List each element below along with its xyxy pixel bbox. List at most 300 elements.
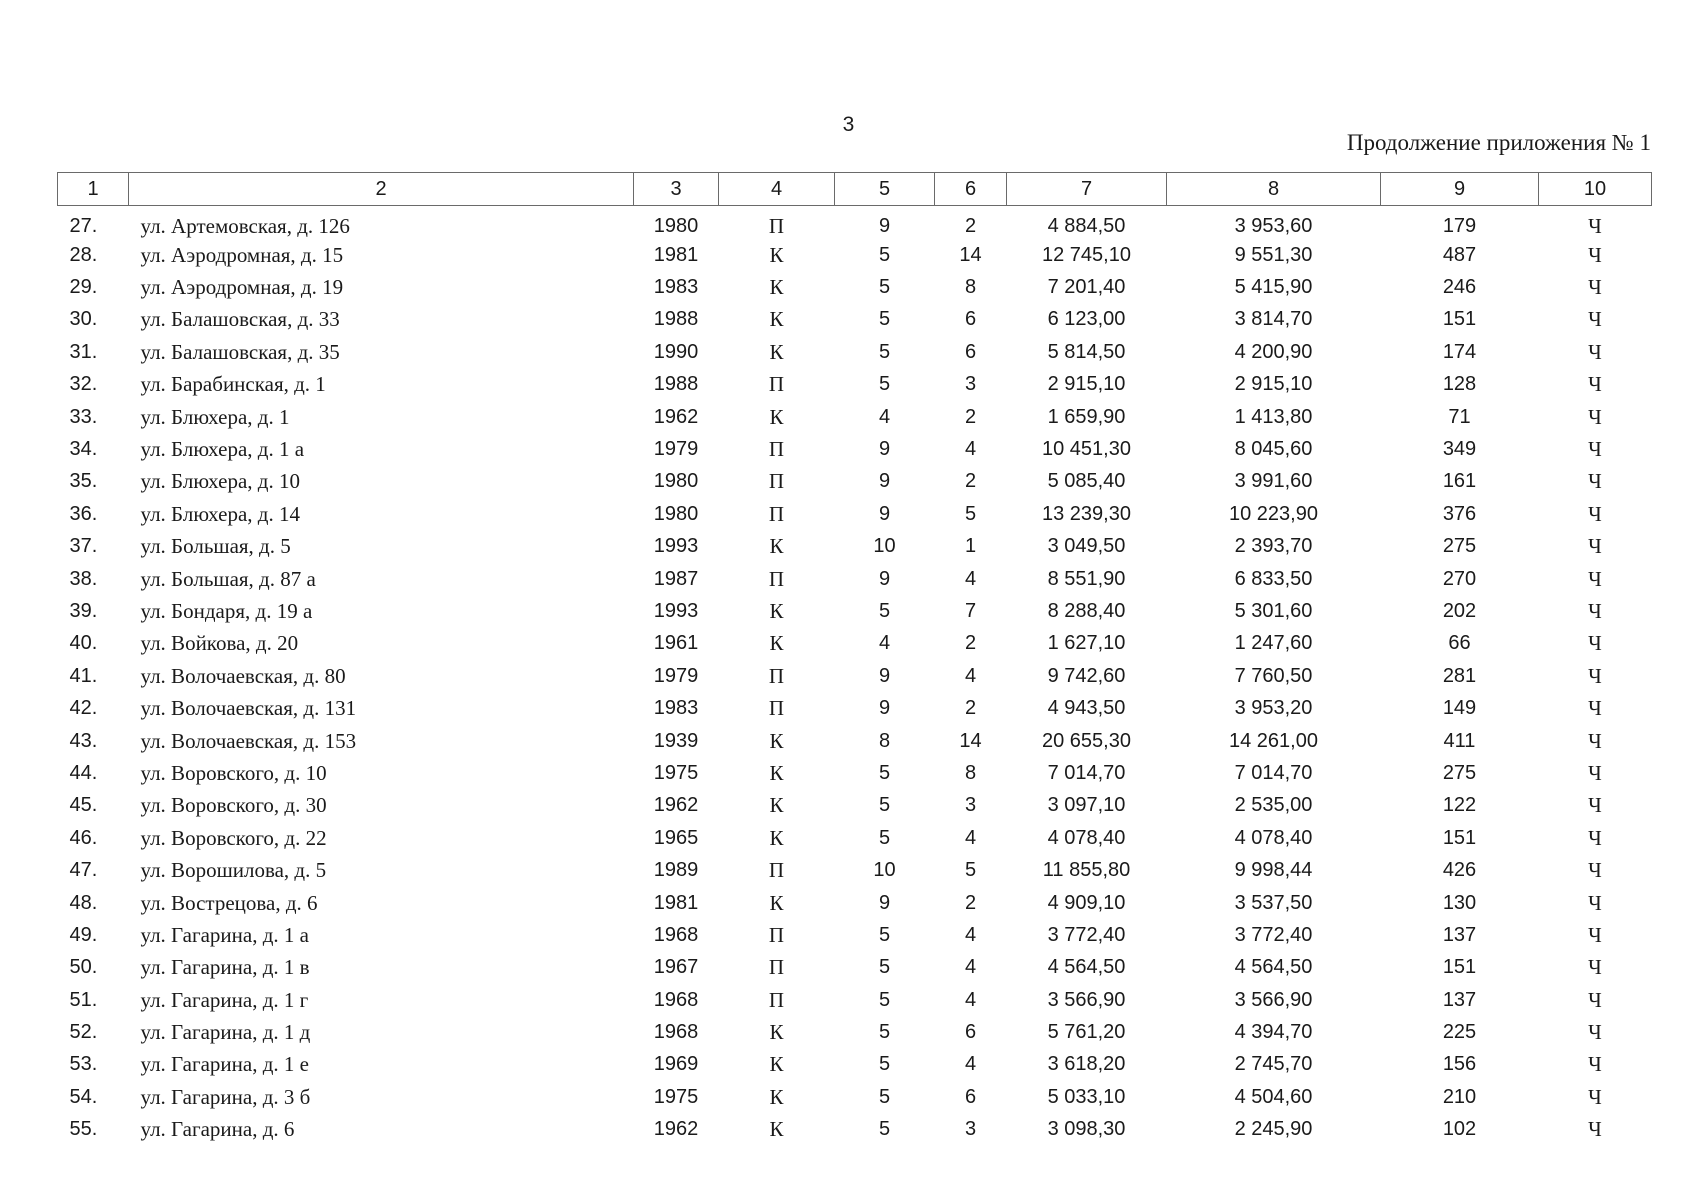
cell-floors: 9: [878, 567, 891, 590]
cell-wall-material: К: [769, 307, 784, 332]
cell-row-number: 32.: [69, 373, 98, 396]
cell-ownership: Ч: [1588, 242, 1602, 267]
cell-row-number: 29.: [69, 276, 98, 299]
cell-build-year: 1988: [653, 308, 699, 331]
cell-total-area: 3 049,50: [1047, 535, 1126, 558]
cell-entrances: 2: [964, 891, 977, 914]
cell-address: ул. Воровского, д. 30: [140, 793, 327, 818]
cell-address: ул. Волочаевская, д. 80: [140, 663, 346, 688]
table-body: [58, 206, 1652, 1146]
cell-wall-material: П: [768, 501, 785, 526]
cell-ownership: Ч: [1588, 1052, 1602, 1077]
cell-wall-material: К: [769, 728, 784, 753]
cell-address: ул. Волочаевская, д. 131: [140, 696, 357, 721]
cell-living-area: 3 953,60: [1234, 215, 1313, 237]
cell-floors: 5: [878, 1053, 891, 1076]
cell-ownership: Ч: [1588, 728, 1602, 753]
table-row: [58, 369, 1652, 401]
cell-ownership: Ч: [1588, 501, 1602, 526]
cell-build-year: 1975: [653, 1085, 699, 1108]
cell-residents: 137: [1442, 923, 1477, 946]
cell-row-number: 54.: [69, 1085, 98, 1108]
cell-build-year: 1979: [653, 664, 699, 687]
cell-address: ул. Вострецова, д. 6: [140, 890, 318, 915]
cell-wall-material: К: [769, 825, 784, 850]
column-header: 9: [1381, 173, 1539, 206]
cell-row-number: 27.: [69, 215, 98, 237]
cell-ownership: Ч: [1588, 437, 1602, 462]
cell-living-area: 3 772,40: [1234, 923, 1313, 946]
cell-row-number: 36.: [69, 502, 98, 525]
cell-entrances: 2: [964, 470, 977, 493]
cell-build-year: 1981: [653, 243, 699, 266]
cell-wall-material: К: [769, 242, 784, 267]
cell-build-year: 1968: [653, 1021, 699, 1044]
cell-total-area: 13 239,30: [1042, 502, 1131, 525]
cell-entrances: 8: [964, 761, 977, 784]
cell-ownership: Ч: [1588, 469, 1602, 494]
column-header: 1: [58, 173, 129, 206]
table-row: [58, 498, 1652, 530]
cell-living-area: 7 014,70: [1234, 761, 1313, 784]
cell-entrances: 1: [964, 535, 977, 558]
cell-entrances: 4: [964, 664, 977, 687]
cell-entrances: 7: [964, 599, 977, 622]
cell-floors: 9: [878, 664, 891, 687]
table-row: [58, 433, 1652, 465]
cell-residents: 156: [1442, 1053, 1477, 1076]
cell-total-area: 5 814,50: [1047, 340, 1126, 363]
cell-wall-material: П: [768, 566, 785, 591]
cell-wall-material: П: [768, 987, 785, 1012]
cell-total-area: 10 451,30: [1042, 438, 1131, 461]
cell-address: ул. Балашовская, д. 35: [140, 339, 340, 364]
cell-total-area: 1 659,90: [1047, 405, 1126, 428]
cell-living-area: 3 953,20: [1234, 697, 1313, 720]
cell-ownership: Ч: [1588, 372, 1602, 397]
cell-residents: 174: [1442, 340, 1477, 363]
cell-address: ул. Аэродромная, д. 19: [140, 275, 344, 300]
cell-row-number: 43.: [69, 729, 98, 752]
cell-living-area: 4 394,70: [1234, 1021, 1313, 1044]
cell-build-year: 1939: [653, 729, 699, 752]
table-row: [58, 206, 1652, 240]
cell-address: ул. Блюхера, д. 10: [140, 469, 300, 494]
column-header: 3: [634, 173, 719, 206]
cell-wall-material: П: [768, 922, 785, 947]
cell-build-year: 1979: [653, 438, 699, 461]
cell-total-area: 8 288,40: [1047, 599, 1126, 622]
cell-living-area: 3 566,90: [1234, 988, 1313, 1011]
cell-address: ул. Большая, д. 87 а: [140, 566, 316, 591]
cell-residents: 270: [1442, 567, 1477, 590]
column-header: 4: [719, 173, 835, 206]
cell-total-area: 4 943,50: [1047, 697, 1126, 720]
cell-living-area: 4 504,60: [1234, 1085, 1313, 1108]
cell-address: ул. Балашовская, д. 33: [140, 307, 340, 332]
cell-ownership: Ч: [1588, 339, 1602, 364]
page-number: 3: [842, 113, 855, 136]
cell-living-area: 10 223,90: [1229, 502, 1318, 525]
cell-ownership: Ч: [1588, 404, 1602, 429]
table-row: [58, 952, 1652, 984]
cell-row-number: 39.: [69, 599, 98, 622]
cell-floors: 8: [878, 729, 891, 752]
cell-living-area: 3 537,50: [1234, 891, 1313, 914]
cell-living-area: 2 393,70: [1234, 535, 1313, 558]
table-row: [58, 1016, 1652, 1048]
cell-wall-material: К: [769, 534, 784, 559]
cell-total-area: 9 742,60: [1047, 664, 1126, 687]
cell-living-area: 9 998,44: [1234, 859, 1313, 882]
cell-living-area: 3 991,60: [1234, 470, 1313, 493]
table-row: [58, 757, 1652, 789]
cell-address: ул. Блюхера, д. 1 а: [140, 437, 305, 462]
cell-build-year: 1993: [653, 599, 699, 622]
cell-ownership: Ч: [1588, 566, 1602, 591]
cell-build-year: 1975: [653, 761, 699, 784]
cell-residents: 151: [1442, 956, 1477, 979]
cell-ownership: Ч: [1588, 275, 1602, 300]
column-header: 6: [935, 173, 1007, 206]
cell-residents: 281: [1442, 664, 1477, 687]
cell-total-area: 12 745,10: [1042, 243, 1131, 266]
cell-living-area: 2 245,90: [1234, 1118, 1313, 1141]
cell-floors: 5: [878, 1118, 891, 1141]
cell-entrances: 3: [964, 373, 977, 396]
table-row: [58, 919, 1652, 951]
cell-floors: 5: [878, 599, 891, 622]
cell-residents: 151: [1442, 308, 1477, 331]
cell-wall-material: К: [769, 1117, 784, 1142]
cell-ownership: Ч: [1588, 1117, 1602, 1142]
cell-address: ул. Барабинская, д. 1: [140, 372, 326, 397]
cell-entrances: 2: [964, 215, 977, 237]
cell-row-number: 33.: [69, 405, 98, 428]
cell-residents: 202: [1442, 599, 1477, 622]
cell-ownership: Ч: [1588, 825, 1602, 850]
cell-address: ул. Гагарина, д. 6: [140, 1117, 295, 1142]
cell-entrances: 6: [964, 308, 977, 331]
cell-residents: 411: [1443, 729, 1476, 752]
table-row: [58, 628, 1652, 660]
cell-floors: 9: [878, 470, 891, 493]
cell-total-area: 5 761,20: [1047, 1021, 1126, 1044]
cell-ownership: Ч: [1588, 760, 1602, 785]
cell-wall-material: К: [769, 631, 784, 656]
cell-entrances: 8: [964, 276, 977, 299]
cell-build-year: 1989: [653, 859, 699, 882]
cell-address: ул. Ворошилова, д. 5: [140, 858, 327, 883]
cell-wall-material: П: [768, 696, 785, 721]
cell-total-area: 3 098,30: [1047, 1118, 1126, 1141]
cell-floors: 5: [878, 956, 891, 979]
cell-wall-material: К: [769, 275, 784, 300]
cell-wall-material: К: [769, 1020, 784, 1045]
cell-build-year: 1988: [653, 373, 699, 396]
cell-entrances: 4: [964, 567, 977, 590]
cell-entrances: 4: [964, 923, 977, 946]
cell-address: ул. Гагарина, д. 1 г: [140, 987, 309, 1012]
cell-row-number: 35.: [69, 470, 98, 493]
cell-living-area: 5 301,60: [1234, 599, 1313, 622]
cell-total-area: 4 078,40: [1047, 826, 1126, 849]
cell-floors: 5: [878, 340, 891, 363]
cell-living-area: 1 247,60: [1234, 632, 1313, 655]
appendix-title: Продолжение приложения № 1: [1346, 130, 1651, 155]
cell-residents: 275: [1442, 761, 1477, 784]
cell-ownership: Ч: [1588, 858, 1602, 883]
cell-wall-material: К: [769, 339, 784, 364]
cell-residents: 102: [1442, 1118, 1477, 1141]
cell-total-area: 3 566,90: [1047, 988, 1126, 1011]
cell-address: ул. Гагарина, д. 1 е: [140, 1052, 309, 1077]
cell-ownership: Ч: [1588, 1020, 1602, 1045]
cell-build-year: 1987: [653, 567, 699, 590]
cell-floors: 5: [878, 794, 891, 817]
cell-build-year: 1980: [653, 502, 699, 525]
cell-residents: 179: [1442, 215, 1477, 237]
cell-build-year: 1981: [653, 891, 699, 914]
cell-address: ул. Войкова, д. 20: [140, 631, 299, 656]
column-header: 10: [1539, 173, 1652, 206]
cell-ownership: Ч: [1588, 307, 1602, 332]
table-row: [58, 854, 1652, 886]
cell-residents: 210: [1442, 1085, 1477, 1108]
cell-floors: 10: [873, 859, 896, 882]
cell-wall-material: П: [768, 469, 785, 494]
cell-ownership: Ч: [1588, 534, 1602, 559]
cell-row-number: 30.: [69, 308, 98, 331]
cell-total-area: 7 014,70: [1047, 761, 1126, 784]
cell-address: ул. Гагарина, д. 1 а: [140, 922, 309, 947]
cell-entrances: 2: [964, 632, 977, 655]
cell-wall-material: П: [768, 858, 785, 883]
cell-living-area: 2 915,10: [1234, 373, 1313, 396]
cell-total-area: 2 915,10: [1047, 373, 1126, 396]
cell-address: ул. Гагарина, д. 1 д: [140, 1020, 311, 1045]
cell-wall-material: П: [768, 372, 785, 397]
cell-build-year: 1980: [653, 215, 699, 237]
cell-floors: 5: [878, 308, 891, 331]
cell-build-year: 1983: [653, 697, 699, 720]
cell-row-number: 41.: [69, 664, 98, 687]
cell-residents: 149: [1442, 697, 1477, 720]
cell-residents: 71: [1448, 405, 1471, 428]
cell-floors: 10: [873, 535, 896, 558]
cell-address: ул. Бондаря, д. 19 а: [140, 598, 313, 623]
cell-ownership: Ч: [1588, 793, 1602, 818]
cell-entrances: 2: [964, 697, 977, 720]
cell-floors: 9: [878, 438, 891, 461]
cell-address: ул. Гагарина, д. 3 б: [140, 1084, 311, 1109]
cell-floors: 5: [878, 826, 891, 849]
table-row: [58, 401, 1652, 433]
cell-living-area: 9 551,30: [1234, 243, 1313, 266]
cell-floors: 9: [878, 502, 891, 525]
cell-floors: 5: [878, 1085, 891, 1108]
cell-row-number: 53.: [69, 1053, 98, 1076]
cell-build-year: 1962: [653, 405, 699, 428]
table-row: [58, 1049, 1652, 1081]
cell-build-year: 1983: [653, 276, 699, 299]
cell-entrances: 5: [964, 859, 977, 882]
cell-entrances: 14: [959, 243, 982, 266]
table-row: [58, 1114, 1652, 1146]
column-header: 2: [129, 173, 634, 206]
cell-row-number: 51.: [69, 988, 98, 1011]
column-header: 7: [1007, 173, 1167, 206]
table-row: [58, 790, 1652, 822]
cell-address: ул. Гагарина, д. 1 в: [140, 955, 310, 980]
table-row: [58, 692, 1652, 724]
cell-wall-material: К: [769, 793, 784, 818]
cell-floors: 5: [878, 373, 891, 396]
cell-residents: 151: [1442, 826, 1477, 849]
cell-wall-material: П: [768, 955, 785, 980]
cell-address: ул. Блюхера, д. 1: [140, 404, 290, 429]
cell-residents: 349: [1442, 438, 1477, 461]
cell-build-year: 1965: [653, 826, 699, 849]
cell-address: ул. Блюхера, д. 14: [140, 501, 300, 526]
cell-build-year: 1967: [653, 956, 699, 979]
cell-entrances: 4: [964, 826, 977, 849]
cell-row-number: 40.: [69, 632, 98, 655]
cell-build-year: 1969: [653, 1053, 699, 1076]
cell-total-area: 4 884,50: [1047, 215, 1126, 237]
table-row: [58, 725, 1652, 757]
cell-residents: 426: [1442, 859, 1477, 882]
cell-residents: 130: [1442, 891, 1477, 914]
cell-living-area: 8 045,60: [1234, 438, 1313, 461]
cell-ownership: Ч: [1588, 922, 1602, 947]
table-row: [58, 563, 1652, 595]
cell-living-area: 4 078,40: [1234, 826, 1313, 849]
cell-row-number: 44.: [69, 761, 98, 784]
cell-entrances: 2: [964, 405, 977, 428]
cell-wall-material: П: [768, 437, 785, 462]
cell-total-area: 8 551,90: [1047, 567, 1126, 590]
cell-wall-material: П: [768, 663, 785, 688]
cell-living-area: 6 833,50: [1234, 567, 1313, 590]
cell-entrances: 4: [964, 956, 977, 979]
cell-entrances: 4: [964, 988, 977, 1011]
cell-build-year: 1980: [653, 470, 699, 493]
cell-row-number: 47.: [69, 859, 98, 882]
cell-total-area: 20 655,30: [1042, 729, 1131, 752]
cell-ownership: Ч: [1588, 631, 1602, 656]
table-row: [58, 304, 1652, 336]
cell-ownership: Ч: [1588, 214, 1602, 238]
cell-living-area: 7 760,50: [1234, 664, 1313, 687]
cell-ownership: Ч: [1588, 890, 1602, 915]
table-row: [58, 887, 1652, 919]
table-row: [58, 239, 1652, 271]
cell-address: ул. Волочаевская, д. 153: [140, 728, 357, 753]
cell-build-year: 1962: [653, 794, 699, 817]
cell-ownership: Ч: [1588, 598, 1602, 623]
cell-entrances: 5: [964, 502, 977, 525]
cell-entrances: 14: [959, 729, 982, 752]
cell-address: ул. Большая, д. 5: [140, 534, 291, 559]
cell-floors: 4: [878, 632, 891, 655]
cell-living-area: 4 200,90: [1234, 340, 1313, 363]
cell-residents: 487: [1442, 243, 1477, 266]
cell-residents: 275: [1442, 535, 1477, 558]
cell-living-area: 4 564,50: [1234, 956, 1313, 979]
cell-entrances: 3: [964, 794, 977, 817]
cell-living-area: 2 745,70: [1234, 1053, 1313, 1076]
table-row: [58, 271, 1652, 303]
cell-wall-material: К: [769, 890, 784, 915]
cell-floors: 9: [878, 697, 891, 720]
cell-address: ул. Аэродромная, д. 15: [140, 242, 344, 267]
cell-residents: 246: [1442, 276, 1477, 299]
cell-address: ул. Воровского, д. 22: [140, 825, 327, 850]
cell-residents: 161: [1442, 470, 1477, 493]
cell-floors: 4: [878, 405, 891, 428]
cell-row-number: 50.: [69, 956, 98, 979]
table-row: [58, 336, 1652, 368]
table-row: [58, 822, 1652, 854]
cell-entrances: 3: [964, 1118, 977, 1141]
cell-total-area: 5 085,40: [1047, 470, 1126, 493]
cell-row-number: 48.: [69, 891, 98, 914]
cell-ownership: Ч: [1588, 987, 1602, 1012]
cell-total-area: 3 097,10: [1047, 794, 1126, 817]
cell-wall-material: К: [769, 760, 784, 785]
cell-entrances: 6: [964, 1021, 977, 1044]
cell-build-year: 1968: [653, 923, 699, 946]
cell-residents: 66: [1448, 632, 1471, 655]
cell-total-area: 4 564,50: [1047, 956, 1126, 979]
cell-residents: 137: [1442, 988, 1477, 1011]
cell-residents: 122: [1442, 794, 1477, 817]
cell-row-number: 37.: [69, 535, 98, 558]
cell-wall-material: П: [768, 214, 785, 238]
cell-living-area: 5 415,90: [1234, 276, 1313, 299]
table-row: [58, 531, 1652, 563]
cell-ownership: Ч: [1588, 663, 1602, 688]
cell-wall-material: К: [769, 598, 784, 623]
table-row: [58, 466, 1652, 498]
cell-floors: 5: [878, 243, 891, 266]
cell-total-area: 1 627,10: [1047, 632, 1126, 655]
cell-floors: 9: [878, 215, 891, 237]
housing-registry-table: [57, 172, 1652, 1146]
cell-row-number: 34.: [69, 438, 98, 461]
cell-row-number: 28.: [69, 243, 98, 266]
cell-row-number: 49.: [69, 923, 98, 946]
cell-wall-material: К: [769, 1052, 784, 1077]
cell-build-year: 1961: [653, 632, 699, 655]
cell-address: ул. Артемовская, д. 126: [140, 214, 350, 238]
cell-ownership: Ч: [1588, 1084, 1602, 1109]
cell-entrances: 6: [964, 1085, 977, 1108]
cell-residents: 225: [1442, 1021, 1477, 1044]
cell-total-area: 6 123,00: [1047, 308, 1126, 331]
column-header: 5: [835, 173, 935, 206]
cell-wall-material: К: [769, 404, 784, 429]
cell-build-year: 1990: [653, 340, 699, 363]
cell-row-number: 52.: [69, 1021, 98, 1044]
cell-entrances: 4: [964, 1053, 977, 1076]
cell-floors: 9: [878, 891, 891, 914]
table-row: [58, 595, 1652, 627]
cell-entrances: 4: [964, 438, 977, 461]
cell-row-number: 38.: [69, 567, 98, 590]
cell-build-year: 1962: [653, 1118, 699, 1141]
